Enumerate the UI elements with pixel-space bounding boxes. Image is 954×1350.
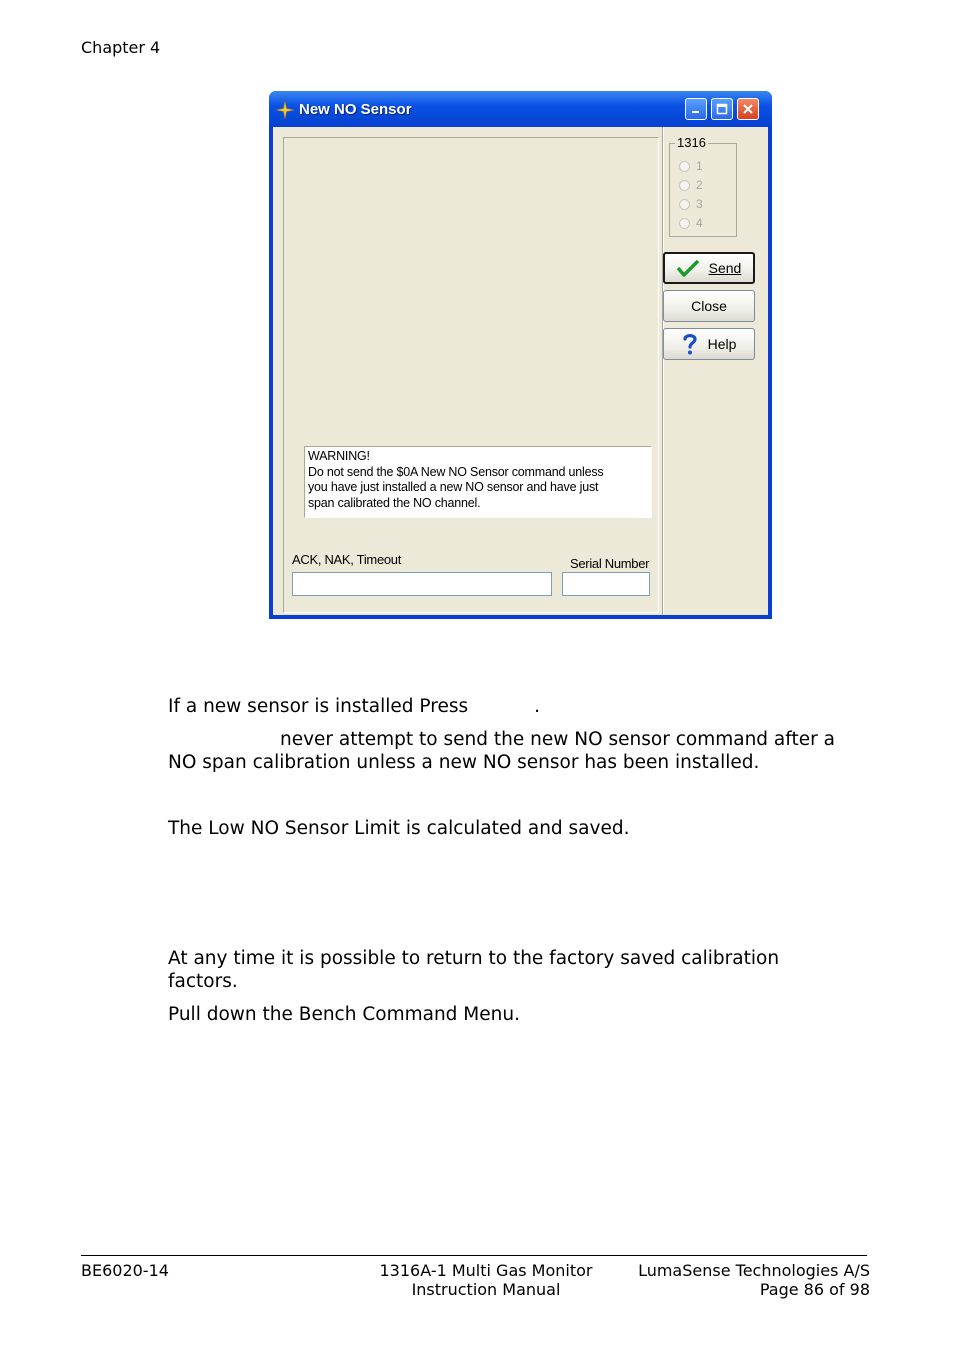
paragraph-text: At any time it is possible to return to the factory saved calibration [168,948,780,969]
app-star-icon [275,100,295,120]
warning-line: span calibrated the NO channel. [308,495,481,510]
minimize-icon [690,103,702,115]
serial-number-field[interactable] [562,572,650,596]
footer-manual-line: Instruction Manual [411,1280,561,1299]
warning-line: you have just installed a new NO sensor and have just [308,480,599,494]
footer-company [600,1261,870,1299]
radio-option-2[interactable] [679,178,703,192]
close-label: Close [691,298,727,314]
help-button[interactable] [663,328,755,360]
minimize-button[interactable] [685,98,707,120]
footer-page-number: Page 86 of 98 [759,1280,870,1299]
window-title: New NO Sensor [299,101,412,118]
radio-option-3[interactable] [679,197,703,211]
question-mark-icon [682,333,698,355]
radio-option-4[interactable] [679,216,703,230]
ack-field[interactable] [292,572,552,596]
warning-line: Do not send the $0A New NO Sensor command unless [308,464,604,479]
warning-line: WARNING! [308,449,370,463]
footer-doc-id: BE6020-14 [81,1261,169,1280]
dialog-client-area [273,127,768,615]
footer-divider [81,1255,867,1256]
output-panel [283,137,659,613]
radio-label: 4 [696,216,703,230]
footer-product-line: 1316A-1 Multi Gas Monitor [379,1261,593,1280]
maximize-button[interactable] [711,98,733,120]
send-button[interactable] [663,252,755,284]
unit-group-label: 1316 [677,135,706,150]
warning-box [304,446,652,518]
radio-icon [679,218,690,229]
paragraph-menu: Pull down the Bench Command Menu. [168,1004,520,1025]
paragraph-text: NO span calibration unless a new NO sensor has been installed. [168,752,760,773]
radio-option-1[interactable] [679,159,703,173]
new-no-sensor-dialog [269,91,772,619]
paragraph-text: factors. [168,971,238,992]
help-label: Help [707,336,737,352]
checkmark-icon [677,259,699,277]
radio-label: 3 [696,197,703,211]
paragraph-caution [168,728,835,774]
panel-divider [662,127,664,615]
ack-label: ACK, NAK, Timeout [292,552,402,567]
paragraph-factory [168,947,779,993]
title-bar[interactable] [269,91,772,127]
paragraph-limit: The Low NO Sensor Limit is calculated and saved. [168,818,630,839]
paragraph-text: . [534,696,540,717]
close-icon [742,103,754,115]
maximize-icon [716,103,728,115]
radio-label: 1 [696,159,703,173]
chapter-header: Chapter 4 [81,38,161,57]
serial-number-label: Serial Number [570,556,650,571]
close-button[interactable] [663,290,755,322]
paragraph-text: never attempt to send the new NO sensor command after a [280,729,835,750]
paragraph-press [168,695,540,718]
radio-icon [679,199,690,210]
footer-company-line: LumaSense Technologies A/S [638,1261,870,1280]
paragraph-text: If a new sensor is installed Press [168,696,469,717]
radio-icon [679,180,690,191]
send-label: Send [708,260,742,276]
radio-label: 2 [696,178,703,192]
footer-product [378,1261,594,1299]
radio-icon [679,161,690,172]
close-window-button[interactable] [737,98,759,120]
